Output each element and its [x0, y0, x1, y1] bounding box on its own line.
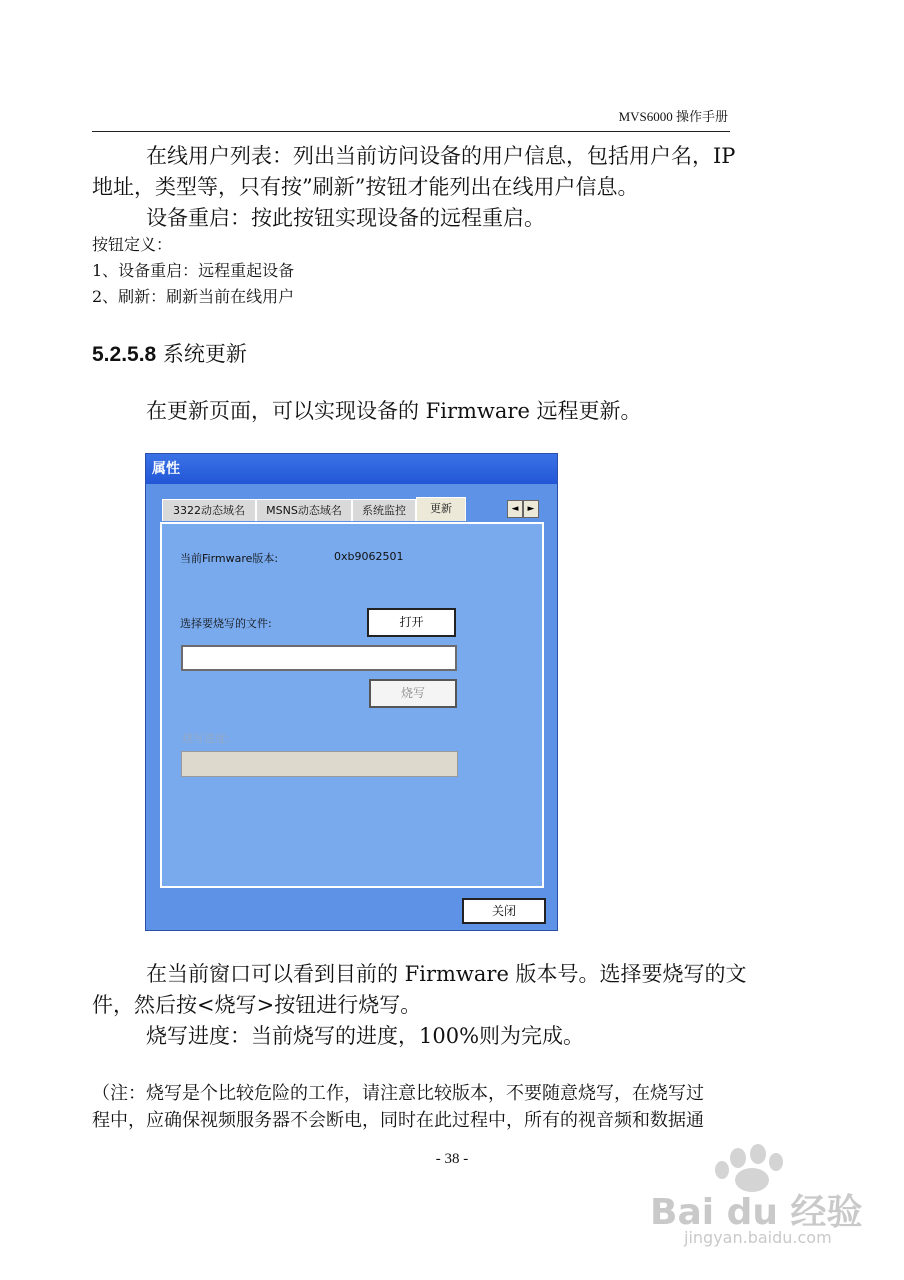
- button-definition-title: 按钮定义：: [92, 235, 173, 254]
- tab-scroll-left-icon[interactable]: ◄: [507, 500, 523, 518]
- body-paragraph-1-line-1: 在当前窗口可以看到目前的 Firmware 版本号。选择要烧写的文: [146, 962, 747, 986]
- firmware-version-value: 0xb9062501: [334, 550, 404, 563]
- button-definition-item-2: 2、刷新：刷新当前在线用户: [92, 287, 295, 306]
- section-heading: [92, 339, 247, 370]
- properties-dialog: [145, 453, 558, 931]
- burn-progress-label: 烧写进度:: [182, 732, 230, 745]
- firmware-version-label: 当前Firmware版本:: [180, 552, 279, 565]
- update-panel: [160, 522, 544, 888]
- watermark-url: jingyan.baidu.com: [684, 1228, 832, 1247]
- note-line-1: （注：烧写是个比较危险的工作，请注意比较版本，不要随意烧写，在烧写过: [92, 1083, 704, 1104]
- section-number: 5.2.5.8: [92, 343, 157, 366]
- page-header: MVS6000 操作手册: [618, 109, 728, 124]
- tab-update[interactable]: 更新: [416, 497, 466, 521]
- page-number: - 38 -: [435, 1151, 469, 1167]
- tab-scroll-right-icon[interactable]: ►: [523, 500, 539, 518]
- button-definition-item-1: 1、设备重启：远程重起设备: [92, 261, 295, 280]
- open-button[interactable]: 打开: [367, 608, 456, 637]
- tab-msns-ddns[interactable]: MSNS动态域名: [256, 499, 352, 521]
- tab-system-monitor[interactable]: 系统监控: [352, 499, 416, 521]
- tab-3322-ddns[interactable]: 3322动态域名: [162, 499, 256, 521]
- online-users-line: 在线用户列表：列出当前访问设备的用户信息，包括用户名，IP: [146, 144, 736, 168]
- device-restart-line: 设备重启：按此按钮实现设备的远程重启。: [146, 206, 545, 230]
- online-users-line-2: 地址，类型等，只有按”刷新”按钮才能列出在线用户信息。: [92, 175, 639, 199]
- dialog-title: 属性: [146, 454, 557, 484]
- select-file-label: 选择要烧写的文件:: [180, 617, 272, 630]
- body-paragraph-1-line-2: 件，然后按<烧写>按钮进行烧写。: [92, 993, 422, 1017]
- section-title: 系统更新: [162, 342, 247, 366]
- file-path-input[interactable]: [181, 645, 457, 671]
- note-line-2: 程中，应确保视频服务器不会断电，同时在此过程中，所有的视音频和数据通: [92, 1110, 704, 1131]
- watermark-brand: Bai du 经验: [650, 1192, 863, 1233]
- burn-button[interactable]: 烧写: [369, 679, 457, 708]
- burn-progress-bar: [181, 751, 458, 777]
- header-rule: [92, 131, 730, 132]
- baidu-watermark: [650, 1144, 863, 1252]
- body-paragraph-2: 烧写进度：当前烧写的进度，100%则为完成。: [146, 1024, 585, 1048]
- close-button[interactable]: 关闭: [462, 898, 546, 924]
- section-intro: 在更新页面，可以实现设备的 Firmware 远程更新。: [146, 399, 642, 423]
